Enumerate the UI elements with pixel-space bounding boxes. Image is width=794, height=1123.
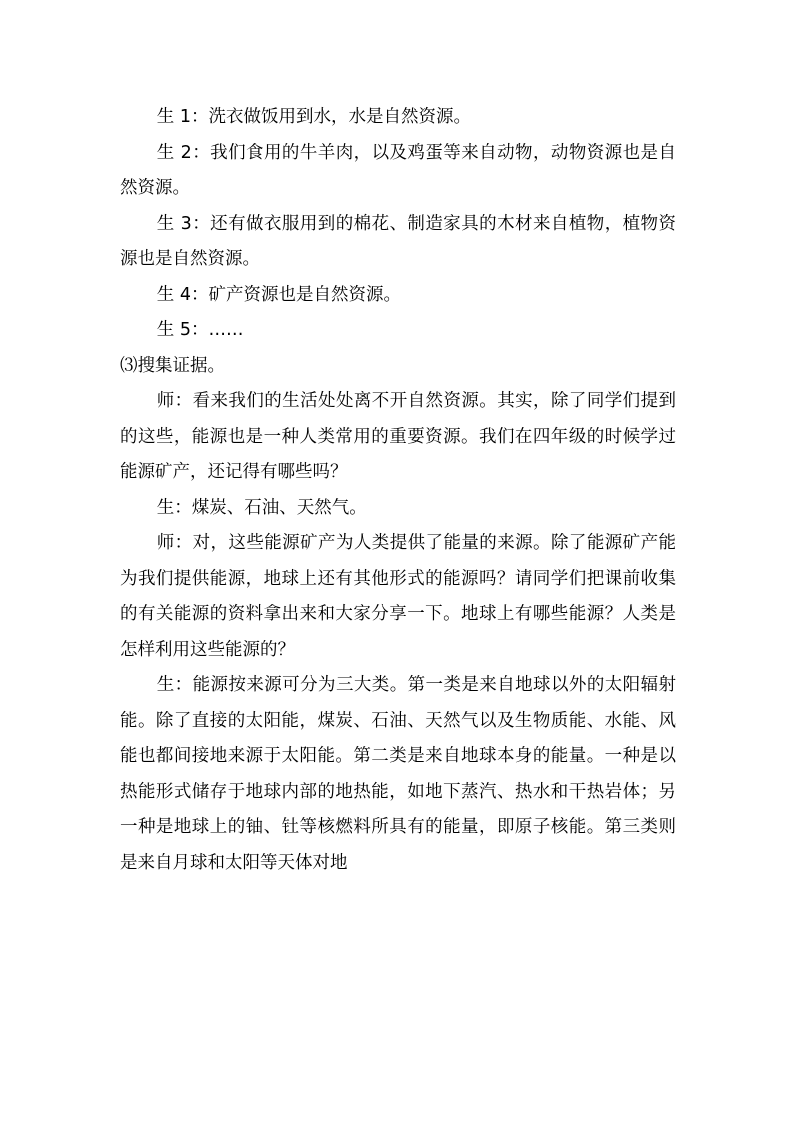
paragraph-student-3: 生 3：还有做衣服用到的棉花、制造家具的木材来自植物，植物资源也是自然资源。 xyxy=(120,213,676,269)
paragraph-student-1: 生 1：洗衣做饭用到水，水是自然资源。 xyxy=(156,107,471,127)
paragraph-student-energy: 生：能源按来源可分为三大类。第一类是来自地球以外的太阳辐射能。除了直接的太阳能，煤炭、石油、天然气以及生物质能、水能、风能也都间接地来源于太阳能。第二类是来自地球本身的能量。一种是以热能形式储存于地球内部的地热能，如地下蒸汽、热水和干热岩体；另一种是地球上的铀、钍等核燃料所具有的能量，即原子核能。第三类则是来自月球和太阳等天体对地 xyxy=(120,675,676,873)
paragraph-teacher-1: 师：看来我们的生活处处离不开自然资源。其实，除了同学们提到的这些，能源也是一种人类常用的重要资源。我们在四年级的时候学过能源矿产，还记得有哪些吗？ xyxy=(120,391,676,482)
paragraph-student-5: 生 5：…… xyxy=(156,320,244,340)
paragraph-teacher-2: 师：对，这些能源矿产为人类提供了能量的来源。除了能源矿产能为我们提供能源，地球上还有其他形式的能源吗？请同学们把课前收集的有关能源的资料拿出来和大家分享一下。地球上有哪些能源？人类是怎样利用这些能源的？ xyxy=(120,533,676,660)
paragraph-student-4: 生 4：矿产资源也是自然资源。 xyxy=(156,284,401,305)
document-body xyxy=(120,100,676,881)
paragraph-student-answer: 生：煤炭、石油、天然气。 xyxy=(156,497,367,518)
paragraph-student-2: 生 2：我们食用的牛羊肉，以及鸡蛋等来自动物，动物资源也是自然资源。 xyxy=(120,142,676,198)
section-heading-collect-evidence: ⑶搜集证据。 xyxy=(120,355,225,376)
